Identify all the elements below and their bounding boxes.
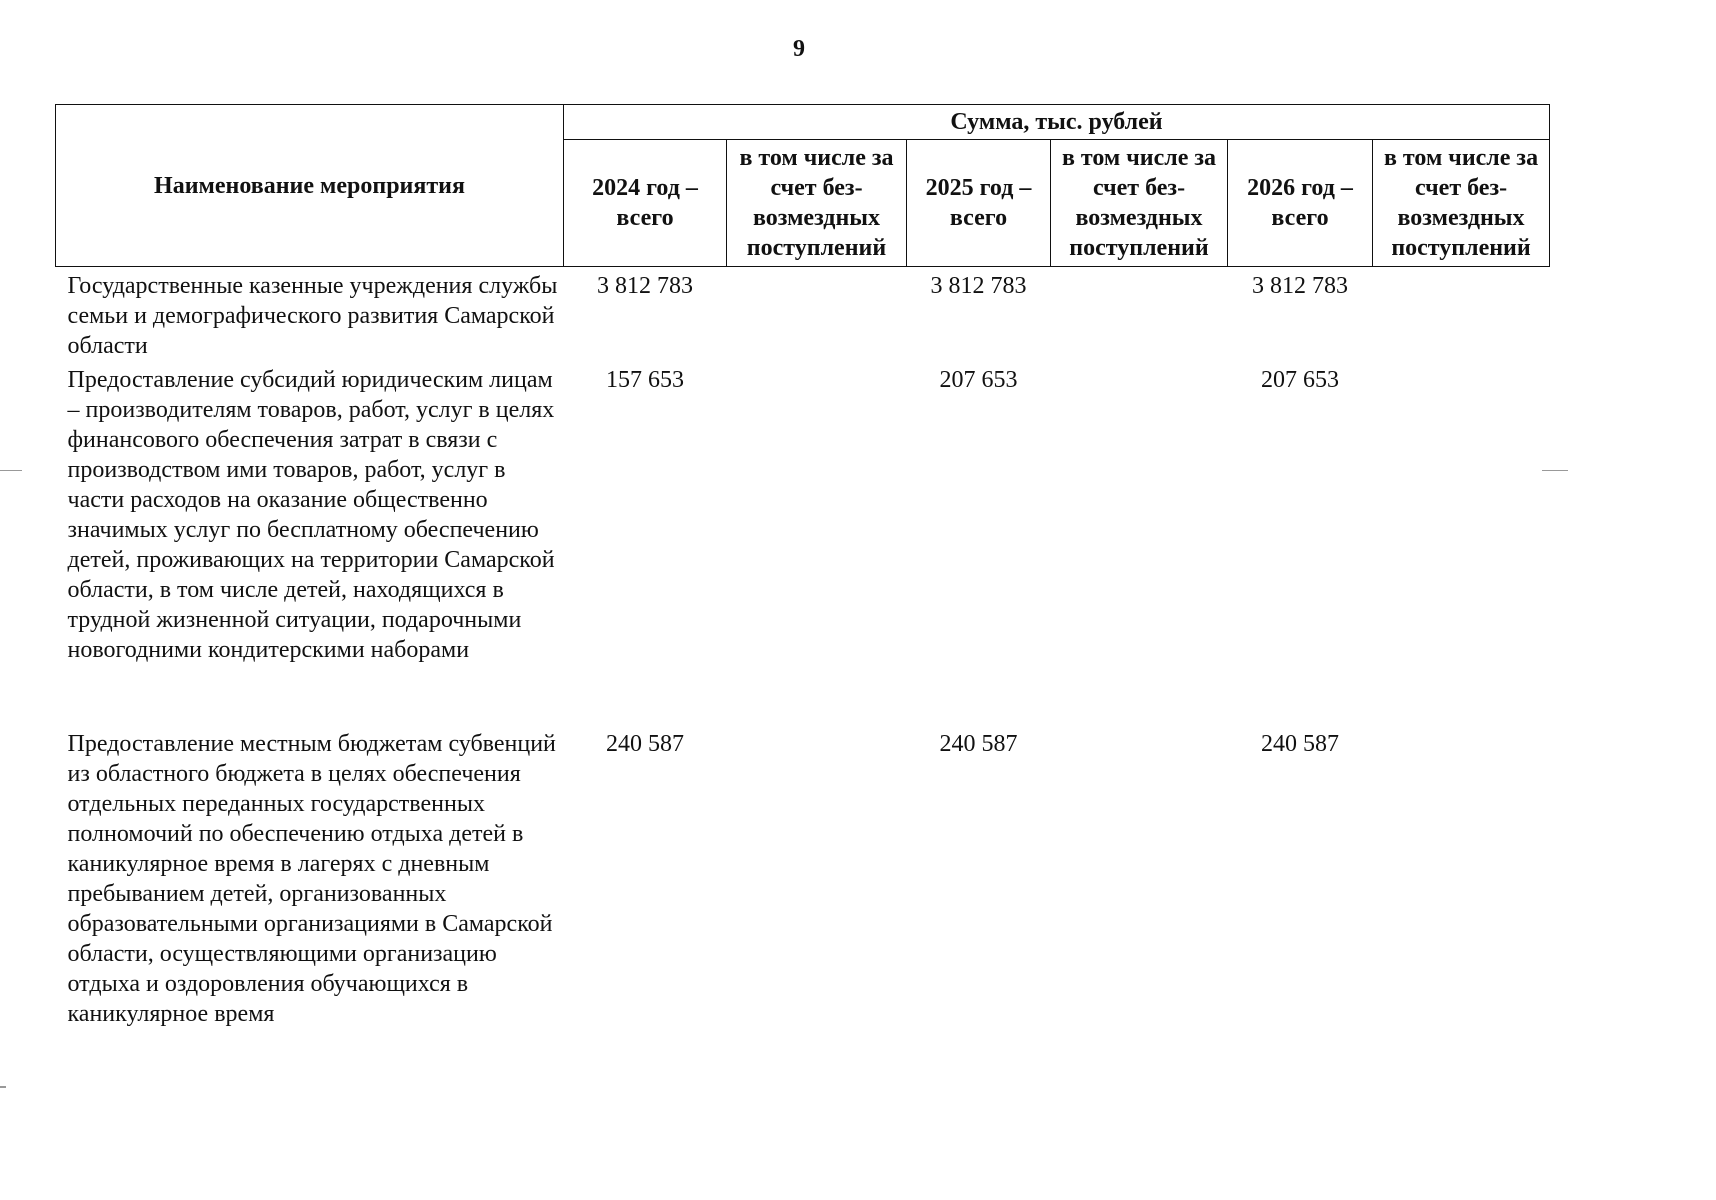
amount-2025-grants xyxy=(1051,725,1228,1029)
amount-2025-grants xyxy=(1051,361,1228,725)
amount-2024-total: 240 587 xyxy=(606,731,684,757)
table-row xyxy=(56,267,1550,362)
amount-2024-grants xyxy=(727,725,907,1029)
scan-mark-left xyxy=(0,470,22,471)
column-header-2024-total: 2024 год – всего xyxy=(564,140,727,267)
event-name-cell: Предоставление субсидий юридическим лицам – производителям товаров, работ, услуг в целях финансового обеспечения затрат в связи с производством ими товаров, работ, услуг в части расходов на оказание общественно значимых услуг по бесплатному обеспечению детей, проживающих на территории Самарской области, в том числе детей, находящихся в трудной жизненной ситуации, подарочными новогодними кондитерскими наборами xyxy=(67,367,555,663)
amount-2026-grants xyxy=(1373,267,1550,362)
amount-2025-total: 207 653 xyxy=(939,367,1018,393)
amount-2026-grants xyxy=(1373,361,1550,725)
amount-2024-total: 157 653 xyxy=(606,367,684,393)
amount-2026-total: 3 812 783 xyxy=(1252,273,1348,299)
amount-2025-total: 3 812 783 xyxy=(930,273,1027,299)
column-header-event-name: Наименование мероприятия xyxy=(56,105,564,267)
amount-2024-grants xyxy=(727,361,907,725)
table-row xyxy=(56,361,1550,725)
scan-mark-right xyxy=(1542,470,1568,471)
column-header-2026-total: 2026 год – всего xyxy=(1228,140,1373,267)
column-header-2025-grants: в том числе за счет без-возмездных поступлений xyxy=(1051,140,1228,267)
amount-2026-total: 240 587 xyxy=(1261,731,1339,757)
amount-2024-total: 3 812 783 xyxy=(597,273,693,299)
column-header-2024-grants: в том числе за счет без-возмездных поступлений xyxy=(727,140,907,267)
column-header-2026-grants: в том числе за счет без-возмездных поступлений xyxy=(1373,140,1550,267)
column-header-amount: Сумма, тыс. рублей xyxy=(564,105,1550,140)
amount-2026-grants xyxy=(1373,725,1550,1029)
event-name-cell: Предоставление местным бюджетам субвенций из областного бюджета в целях обеспечения отдельных переданных государственных полномочий по обеспечению отдыха детей в каникулярное время в лагерях с дневным пребыванием детей, организованных образовательными организациями в Самарской области, осуществляющими организацию отдыха и оздоровления обучающихся в каникулярное время xyxy=(67,731,556,1027)
amount-2025-total: 240 587 xyxy=(939,731,1018,757)
scan-mark-bottom-left xyxy=(0,1086,6,1088)
column-header-2025-total: 2025 год – всего xyxy=(907,140,1051,267)
budget-table xyxy=(55,104,1550,1029)
page-number: 9 xyxy=(793,36,805,62)
amount-2025-grants xyxy=(1051,267,1228,362)
event-name-cell: Государственные казенные учреждения службы семьи и демографического развития Самарской области xyxy=(67,273,558,359)
amount-2026-total: 207 653 xyxy=(1261,367,1339,393)
table-row xyxy=(56,725,1550,1029)
amount-2024-grants xyxy=(727,267,907,362)
